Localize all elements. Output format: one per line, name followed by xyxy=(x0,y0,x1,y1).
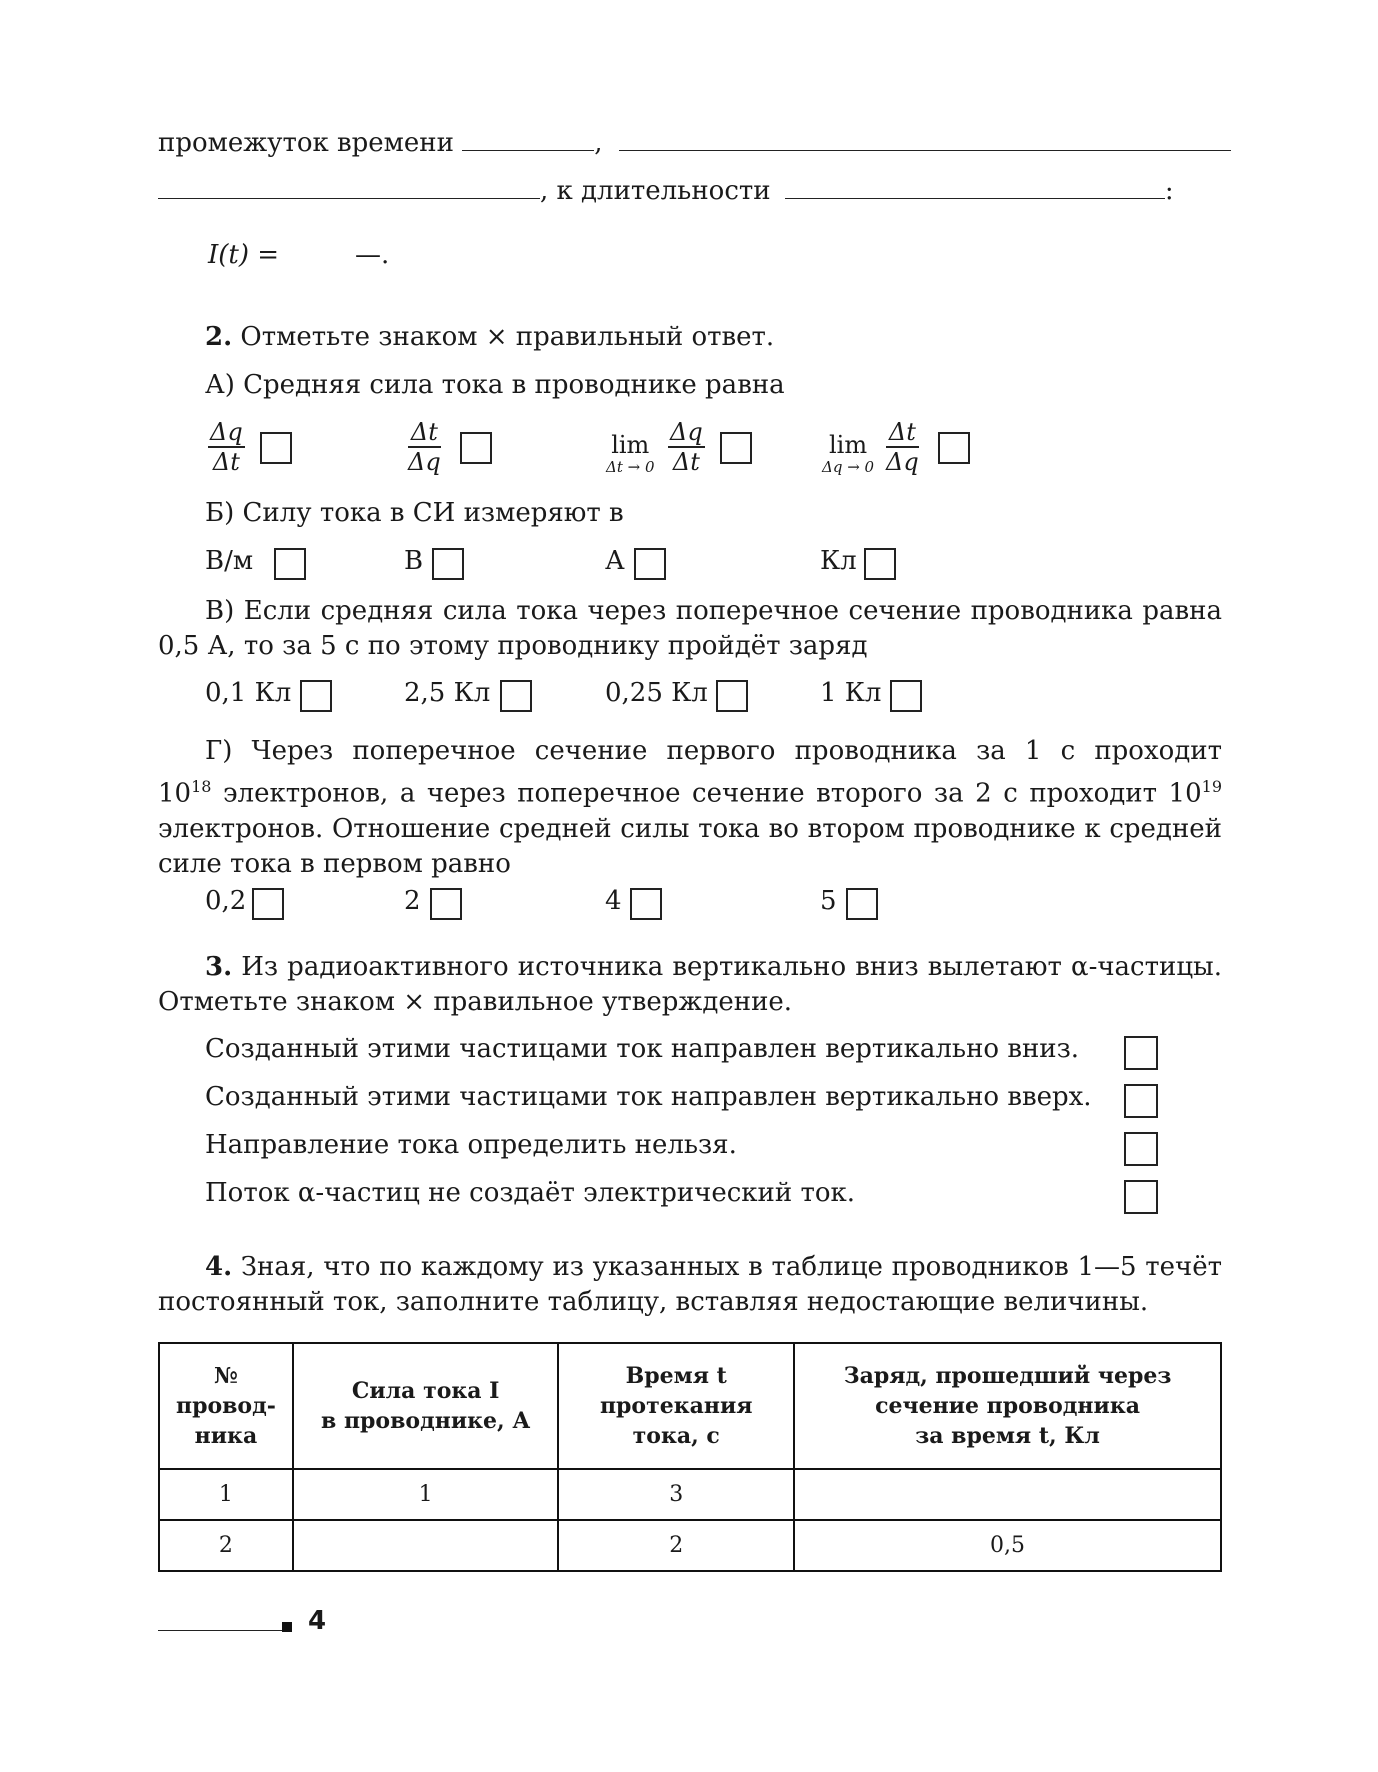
q2a-option-1 xyxy=(208,418,245,476)
frac-num: Δq xyxy=(210,418,243,446)
q2g-pow2-exp: 19 xyxy=(1201,777,1222,796)
q4-text: Зная, что по каждому из указанных в таблице проводников 1—5 течёт xyxy=(232,1252,1222,1282)
header-line: в проводнике, А xyxy=(321,1408,531,1434)
table-cell[interactable] xyxy=(293,1520,559,1571)
q2v-checkbox-2[interactable] xyxy=(500,680,532,712)
q2g-option-4: 5 xyxy=(820,886,837,916)
table-header-row xyxy=(159,1343,1221,1469)
q2g-option-3: 4 xyxy=(605,886,622,916)
header-current xyxy=(293,1343,559,1469)
q3-text: Из радиоактивного источника вертикально вниз вылетают α-частицы. xyxy=(232,952,1222,982)
q2g-line1: Г) Через поперечное сечение первого проводника за 1 с проходит xyxy=(205,736,1222,766)
q2b-checkbox-3[interactable] xyxy=(634,548,666,580)
q2g-line2 xyxy=(158,769,1222,812)
q3-number: 3. xyxy=(205,952,233,982)
footer-rule xyxy=(158,1630,282,1631)
frac-den: Δt xyxy=(672,448,700,476)
q2v-option-3: 0,25 Кл xyxy=(605,678,708,708)
comma: , xyxy=(594,128,603,158)
q2g-question xyxy=(158,734,1222,882)
q2-header xyxy=(205,322,774,352)
q2g-option-2: 2 xyxy=(404,886,421,916)
q2g-pow1-exp: 18 xyxy=(191,777,212,796)
q3-checkbox-1[interactable] xyxy=(1124,1036,1158,1070)
q3-line2: Отметьте знаком × правильное утверждение. xyxy=(158,987,793,1017)
q2b-option-4: Кл xyxy=(820,546,857,576)
lim-sub: Δq → 0 xyxy=(822,458,875,476)
q2-number: 2. xyxy=(205,322,233,352)
table-cell: 1 xyxy=(159,1469,293,1520)
q2v-option-2: 2,5 Кл xyxy=(404,678,491,708)
frac-den: Δq xyxy=(886,448,919,476)
q2v-checkbox-3[interactable] xyxy=(716,680,748,712)
formula-lhs: I(t) = xyxy=(208,240,280,270)
q2v-checkbox-4[interactable] xyxy=(890,680,922,712)
q2v-line2: 0,5 А, то за 5 с по этому проводнику пройдёт заряд xyxy=(158,631,868,661)
q4-line2: постоянный ток, заполните таблицу, вставляя недостающие величины. xyxy=(158,1287,1149,1317)
header-line: № xyxy=(213,1363,238,1389)
q2a-question: А) Средняя сила тока в проводнике равна xyxy=(205,370,785,400)
q3-prompt xyxy=(158,950,1222,1020)
header-line: протекания xyxy=(599,1393,753,1419)
blank-1[interactable] xyxy=(462,150,594,151)
q2g-line3: электронов. Отношение средней силы тока во втором проводнике к средней xyxy=(158,813,1222,844)
q2a-option-2 xyxy=(408,418,441,476)
line2 xyxy=(158,176,1174,206)
q2a-checkbox-2[interactable] xyxy=(460,432,492,464)
q2g-checkbox-1[interactable] xyxy=(252,888,284,920)
page-number: 4 xyxy=(308,1606,327,1636)
header-line: ника xyxy=(194,1423,258,1449)
q3-checkbox-2[interactable] xyxy=(1124,1084,1158,1118)
q4-prompt xyxy=(158,1250,1222,1320)
q2b-option-3: А xyxy=(605,546,625,576)
colon: : xyxy=(1164,176,1174,206)
blank-4[interactable] xyxy=(785,198,1165,199)
q2b-option-1: В/м xyxy=(205,546,254,576)
q2a-checkbox-3[interactable] xyxy=(720,432,752,464)
q2v-line1: В) Если средняя сила тока через поперечное сечение проводника равна xyxy=(205,596,1222,626)
header-charge xyxy=(794,1343,1221,1469)
table-row xyxy=(159,1520,1221,1571)
q3-line1 xyxy=(158,950,1222,985)
q3-statement-4: Поток α-частиц не создаёт электрический ток. xyxy=(205,1178,856,1208)
q2g-checkbox-2[interactable] xyxy=(430,888,462,920)
q3-checkbox-4[interactable] xyxy=(1124,1180,1158,1214)
lim-sub: Δt → 0 xyxy=(606,458,655,476)
header-line: Заряд, прошедший через xyxy=(843,1363,1172,1389)
q2g-pow1-base: 10 xyxy=(158,778,192,809)
q2b-question: Б) Силу тока в СИ измеряют в xyxy=(205,498,624,528)
footer-square-icon xyxy=(282,1622,292,1632)
q2g-line2-mid: электронов, а через поперечное сечение второго за 2 с проходит 10 xyxy=(211,778,1202,809)
blank-2[interactable] xyxy=(619,150,1231,151)
line2-text: , к длительности xyxy=(540,176,771,206)
frac-den: Δt xyxy=(212,448,240,476)
q2a-checkbox-1[interactable] xyxy=(260,432,292,464)
table-cell: 2 xyxy=(159,1520,293,1571)
header-time xyxy=(558,1343,794,1469)
q2a-option-3 xyxy=(668,418,705,476)
q2b-checkbox-4[interactable] xyxy=(864,548,896,580)
q2v-question xyxy=(158,594,1222,664)
q2a-lim-3 xyxy=(606,432,655,476)
conductors-table xyxy=(158,1342,1222,1572)
lim-text: lim xyxy=(828,431,868,459)
q3-checkbox-3[interactable] xyxy=(1124,1132,1158,1166)
q4-number: 4. xyxy=(205,1252,233,1282)
table-cell[interactable] xyxy=(794,1469,1221,1520)
table-cell[interactable]: 3 xyxy=(558,1469,794,1520)
header-line: тока, с xyxy=(632,1423,720,1449)
formula-rhs: —. xyxy=(355,240,390,270)
q4-line1 xyxy=(158,1250,1222,1285)
header-line: за время t, Кл xyxy=(915,1423,1100,1449)
frac-den: Δq xyxy=(408,448,441,476)
q3-statement-2: Созданный этими частицами ток направлен вертикально вверх. xyxy=(205,1082,1092,1112)
frac-num: Δq xyxy=(670,418,703,446)
table-row xyxy=(159,1469,1221,1520)
q2a-lim-4 xyxy=(822,432,874,476)
line1-text: промежуток времени xyxy=(158,128,454,158)
q2a-checkbox-4[interactable] xyxy=(938,432,970,464)
header-number xyxy=(159,1343,293,1469)
q2g-option-1: 0,2 xyxy=(205,886,247,916)
lim-text: lim xyxy=(611,431,650,459)
line1 xyxy=(158,128,1231,158)
header-line: Время t xyxy=(625,1363,727,1389)
q2g-checkbox-3[interactable] xyxy=(630,888,662,920)
q3-statement-3: Направление тока определить нельзя. xyxy=(205,1130,737,1160)
q2v-option-1: 0,1 Кл xyxy=(205,678,292,708)
table-cell[interactable]: 0,5 xyxy=(794,1520,1221,1571)
header-line: провод- xyxy=(175,1393,276,1419)
q2g-line4: силе тока в первом равно xyxy=(158,848,511,879)
blank-3[interactable] xyxy=(158,198,540,199)
q2b-option-2: В xyxy=(404,546,424,576)
q2g-checkbox-4[interactable] xyxy=(846,888,878,920)
table-cell[interactable]: 1 xyxy=(293,1469,559,1520)
table-cell[interactable]: 2 xyxy=(558,1520,794,1571)
header-line: Сила тока I xyxy=(351,1378,500,1404)
q2b-checkbox-1[interactable] xyxy=(274,548,306,580)
q2v-option-4: 1 Кл xyxy=(820,678,882,708)
q2-prompt: Отметьте знаком × правильный ответ. xyxy=(240,322,775,352)
frac-num: Δt xyxy=(886,418,919,448)
q2v-checkbox-1[interactable] xyxy=(300,680,332,712)
header-line: сечение проводника xyxy=(875,1393,1140,1419)
frac-num: Δt xyxy=(408,418,441,448)
q2a-option-4 xyxy=(886,418,919,476)
q3-statement-1: Созданный этими частицами ток направлен вертикально вниз. xyxy=(205,1034,1080,1064)
q2b-checkbox-2[interactable] xyxy=(432,548,464,580)
